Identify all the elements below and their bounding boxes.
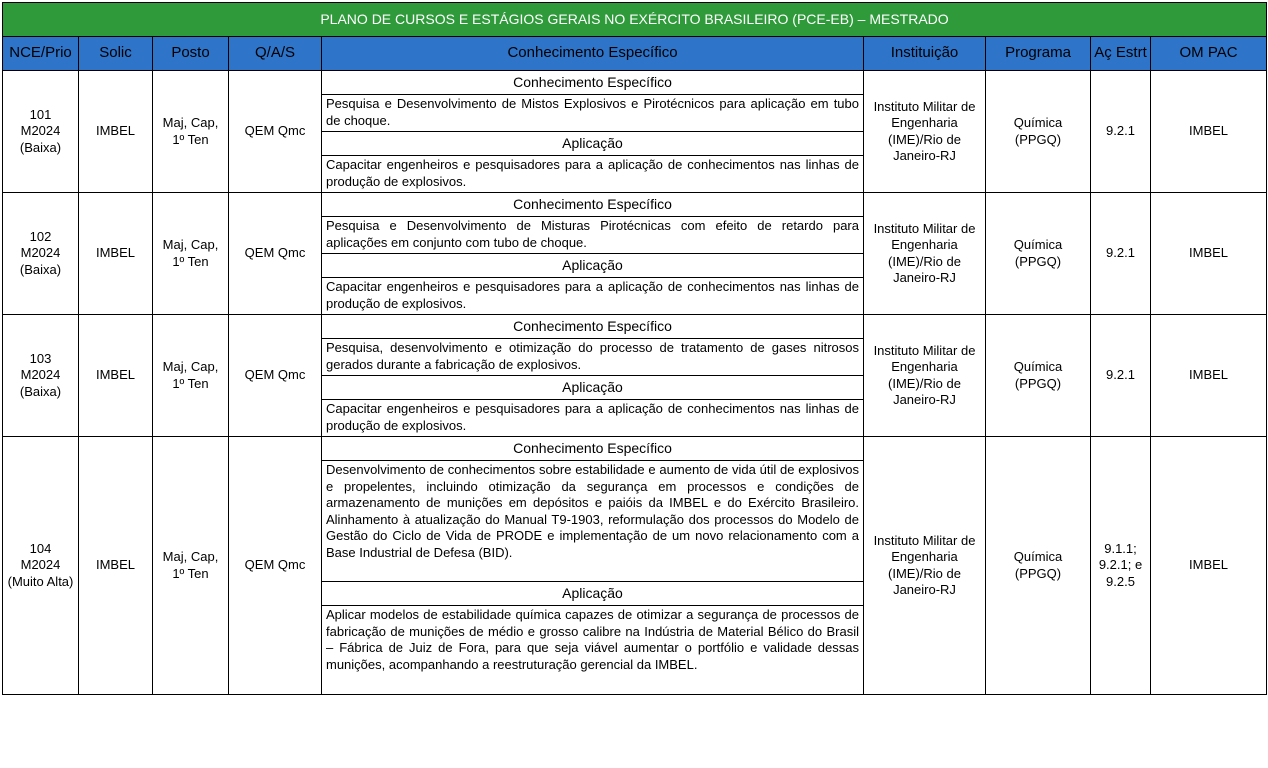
nce-priority: (Baixa) (19, 383, 62, 399)
om-pac-cell: IMBEL (1151, 315, 1267, 437)
ac-estrt-cell: 9.2.1 (1091, 193, 1151, 315)
posto-cell (153, 193, 229, 315)
header-nce: NCE/Prio (3, 37, 79, 71)
instituicao-cell: Instituto Militar de Engenharia (IME)/Rio de Janeiro-RJ (864, 315, 986, 437)
header-solic: Solic (79, 37, 153, 71)
header-qas: Q/A/S (229, 37, 322, 71)
conhecimento-subheader: Conhecimento Específico (322, 437, 864, 461)
posto-cell (153, 315, 229, 437)
nce-code: M2024 (20, 557, 61, 573)
nce-number: 101 (29, 106, 52, 122)
aplicacao-subheader: Aplicação (322, 376, 864, 400)
conhecimento-subheader: Conhecimento Específico (322, 315, 864, 339)
table-row (3, 437, 1267, 461)
header-programa: Programa (986, 37, 1091, 71)
posto-line: 1º Ten (172, 253, 209, 269)
aplicacao-text: Capacitar engenheiros e pesquisadores para a aplicação de conhecimentos nas linhas de produção de explosivos. (322, 278, 864, 315)
posto-line: Maj, Cap, (162, 549, 219, 564)
qas-cell: QEM Qmc (229, 315, 322, 437)
nce-code: M2024 (20, 245, 61, 261)
posto-line: 1º Ten (172, 131, 209, 147)
ac-estrt-cell: 9.1.1; 9.2.1; e 9.2.5 (1091, 437, 1151, 695)
nce-cell (3, 315, 79, 437)
programa-cell: Química (PPGQ) (986, 437, 1091, 695)
posto-cell (153, 437, 229, 695)
solic-cell: IMBEL (79, 315, 153, 437)
qas-cell: QEM Qmc (229, 193, 322, 315)
aplicacao-subheader: Aplicação (322, 132, 864, 156)
nce-priority: (Baixa) (19, 139, 62, 155)
aplicacao-text: Capacitar engenheiros e pesquisadores para a aplicação de conhecimentos nas linhas de produção de explosivos. (322, 400, 864, 437)
table-title: PLANO DE CURSOS E ESTÁGIOS GERAIS NO EXÉRCITO BRASILEIRO (PCE-EB) – MESTRADO (3, 3, 1267, 37)
nce-number: 102 (29, 228, 52, 244)
nce-code: M2024 (20, 123, 61, 139)
programa-cell: Química (PPGQ) (986, 193, 1091, 315)
conhecimento-text: Desenvolvimento de conhecimentos sobre estabilidade e aumento de vida útil de explosivos e propelentes, incluindo otimização da segurança em processos e condições de armazenamento de munições em depósitos e paióis da IMBEL e do Exército Brasileiro. Alinhamento à atualização do Manual T9-1903, reformulação dos processos do Modelo de Gestão do Ciclo de Vida de PRODE e implementação de um novo relacionamento com a Base Industrial de Defesa (BID). (322, 461, 864, 582)
ac-estrt-cell: 9.2.1 (1091, 71, 1151, 193)
conhecimento-text: Pesquisa e Desenvolvimento de Misturas Pirotécnicas com efeito de retardo para aplicações em conjunto com tubo de choque. (322, 217, 864, 254)
conhecimento-text: Pesquisa e Desenvolvimento de Mistos Explosivos e Pirotécnicos para aplicação em tubo de choque. (322, 95, 864, 132)
programa-cell: Química (PPGQ) (986, 71, 1091, 193)
nce-code: M2024 (20, 367, 61, 383)
posto-line: Maj, Cap, (162, 359, 219, 374)
om-pac-cell: IMBEL (1151, 437, 1267, 695)
programa-cell: Química (PPGQ) (986, 315, 1091, 437)
table-row (3, 315, 1267, 339)
instituicao-cell: Instituto Militar de Engenharia (IME)/Rio de Janeiro-RJ (864, 193, 986, 315)
nce-cell (3, 437, 79, 695)
nce-cell (3, 71, 79, 193)
instituicao-cell: Instituto Militar de Engenharia (IME)/Rio de Janeiro-RJ (864, 71, 986, 193)
qas-cell: QEM Qmc (229, 71, 322, 193)
header-ac-estrt: Aç Estrt (1091, 37, 1151, 71)
aplicacao-subheader: Aplicação (322, 254, 864, 278)
qas-cell: QEM Qmc (229, 437, 322, 695)
posto-line: Maj, Cap, (162, 237, 219, 252)
nce-number: 104 (29, 540, 52, 556)
conhecimento-subheader: Conhecimento Específico (322, 71, 864, 95)
nce-priority: (Muito Alta) (7, 573, 74, 589)
posto-line: Maj, Cap, (162, 115, 219, 130)
posto-line: 1º Ten (172, 565, 209, 581)
conhecimento-subheader: Conhecimento Específico (322, 193, 864, 217)
pce-table (2, 2, 1267, 695)
posto-cell (153, 71, 229, 193)
solic-cell: IMBEL (79, 437, 153, 695)
header-instituicao: Instituição (864, 37, 986, 71)
table-row (3, 193, 1267, 217)
nce-cell (3, 193, 79, 315)
solic-cell: IMBEL (79, 193, 153, 315)
header-posto: Posto (153, 37, 229, 71)
conhecimento-text: Pesquisa, desenvolvimento e otimização do processo de tratamento de gases nitrosos gerados durante a fabricação de explosivos. (322, 339, 864, 376)
om-pac-cell: IMBEL (1151, 71, 1267, 193)
aplicacao-text: Capacitar engenheiros e pesquisadores para a aplicação de conhecimentos nas linhas de produção de explosivos. (322, 156, 864, 193)
ac-estrt-cell: 9.2.1 (1091, 315, 1151, 437)
solic-cell: IMBEL (79, 71, 153, 193)
nce-number: 103 (29, 350, 52, 366)
posto-line: 1º Ten (172, 375, 209, 391)
instituicao-cell: Instituto Militar de Engenharia (IME)/Rio de Janeiro-RJ (864, 437, 986, 695)
header-om-pac: OM PAC (1151, 37, 1267, 71)
aplicacao-subheader: Aplicação (322, 582, 864, 606)
table-row (3, 71, 1267, 95)
om-pac-cell: IMBEL (1151, 193, 1267, 315)
aplicacao-text: Aplicar modelos de estabilidade química capazes de otimizar a segurança de processos de fabricação de munições de médio e grosso calibre na Indústria de Material Bélico do Brasil – Fábrica de Juiz de Fora, para que seja viável aumentar o portfólio e validade dessas munições, acompanhando a reestruturação gerencial da IMBEL. (322, 606, 864, 695)
header-conhecimento: Conhecimento Específico (322, 37, 864, 71)
nce-priority: (Baixa) (19, 261, 62, 277)
